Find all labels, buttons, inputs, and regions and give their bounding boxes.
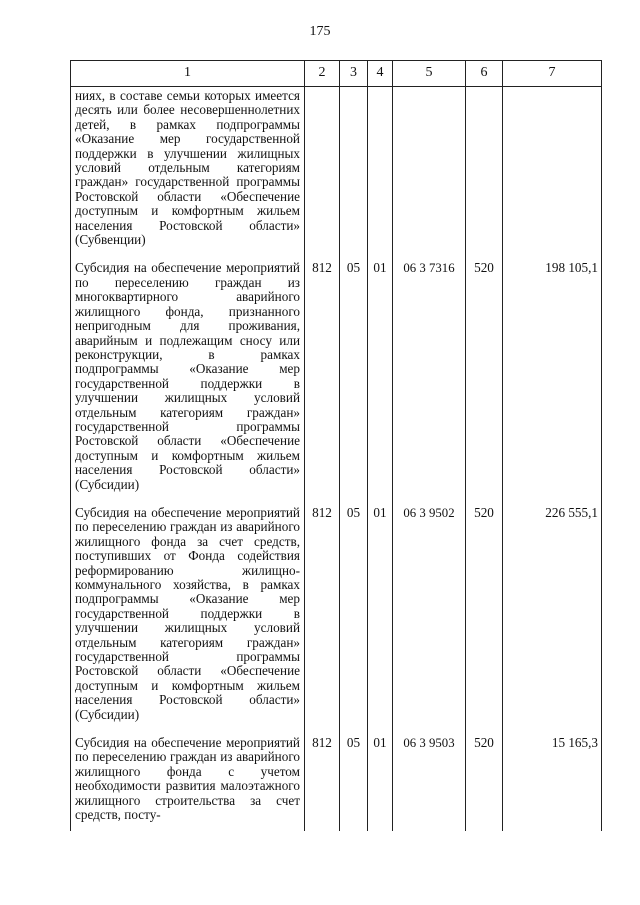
table-row bbox=[71, 730, 602, 830]
column-header-2: 2 bbox=[305, 61, 340, 87]
page-number: 175 bbox=[309, 24, 331, 39]
column-header-4: 4 bbox=[368, 61, 393, 87]
target-article-code bbox=[393, 87, 466, 256]
section-code bbox=[340, 87, 368, 256]
row-description: ниях, в составе семьи которых имеется десять или более несовершеннолетних детей, в рамках подпрограммы «Оказание мер государственной поддержки в улучшении жилищных условий отдельным категориям граждан» государственной программы Ростовской области «Обеспечение доступным и комфортным жильем населения Ростовской области» (Субвенции) bbox=[71, 87, 305, 256]
subsection-code: 01 bbox=[368, 500, 393, 730]
amount: 198 105,1 bbox=[503, 255, 602, 500]
target-article-code: 06 3 9503 bbox=[393, 730, 466, 830]
ministry-code: 812 bbox=[305, 255, 340, 500]
column-header-3: 3 bbox=[340, 61, 368, 87]
subsection-code: 01 bbox=[368, 730, 393, 830]
amount bbox=[503, 87, 602, 256]
table-header-row bbox=[71, 61, 602, 87]
column-header-5: 5 bbox=[393, 61, 466, 87]
row-description: Субсидия на обеспечение мероприятий по переселению граждан из аварийного жилищного фонда с учетом необходимости развития малоэтажного жилищного строительства за счет средств, посту- bbox=[71, 730, 305, 830]
expense-type-code: 520 bbox=[466, 730, 503, 830]
section-code: 05 bbox=[340, 730, 368, 830]
ministry-code: 812 bbox=[305, 730, 340, 830]
expense-type-code: 520 bbox=[466, 255, 503, 500]
section-code: 05 bbox=[340, 500, 368, 730]
ministry-code bbox=[305, 87, 340, 256]
column-header-7: 7 bbox=[503, 61, 602, 87]
column-header-1: 1 bbox=[71, 61, 305, 87]
target-article-code: 06 3 9502 bbox=[393, 500, 466, 730]
amount: 226 555,1 bbox=[503, 500, 602, 730]
budget-table bbox=[70, 60, 602, 831]
table-row bbox=[71, 87, 602, 256]
row-description: Субсидия на обеспечение мероприятий по переселению граждан из многоквартирного аварийного жилищного фонда, признанного непригодным для проживания, аварийным и подлежащим сносу или реконструкции, в рамках подпрограммы «Оказание мер государственной поддержки в улучшении жилищных условий отдельным категориям граждан» государственной программы Ростовской области «Обеспечение доступным и комфортным жильем населения Ростовской области» (Субсидии) bbox=[71, 255, 305, 500]
subsection-code bbox=[368, 87, 393, 256]
table-row bbox=[71, 255, 602, 500]
target-article-code: 06 3 7316 bbox=[393, 255, 466, 500]
section-code: 05 bbox=[340, 255, 368, 500]
amount: 15 165,3 bbox=[503, 730, 602, 830]
expense-type-code bbox=[466, 87, 503, 256]
subsection-code: 01 bbox=[368, 255, 393, 500]
column-header-6: 6 bbox=[466, 61, 503, 87]
row-description: Субсидия на обеспечение мероприятий по переселению граждан из аварийного жилищного фонда за счет средств, поступивших от Фонда содействия реформированию жилищно-коммунального хозяйства, в рамках подпрограммы «Оказание мер государственной поддержки в улучшении жилищных условий отдельным категориям граждан» государственной программы Ростовской области «Обеспечение доступным и комфортным жильем населения Ростовской области» (Субсидии) bbox=[71, 500, 305, 730]
expense-type-code: 520 bbox=[466, 500, 503, 730]
ministry-code: 812 bbox=[305, 500, 340, 730]
table-row bbox=[71, 500, 602, 730]
